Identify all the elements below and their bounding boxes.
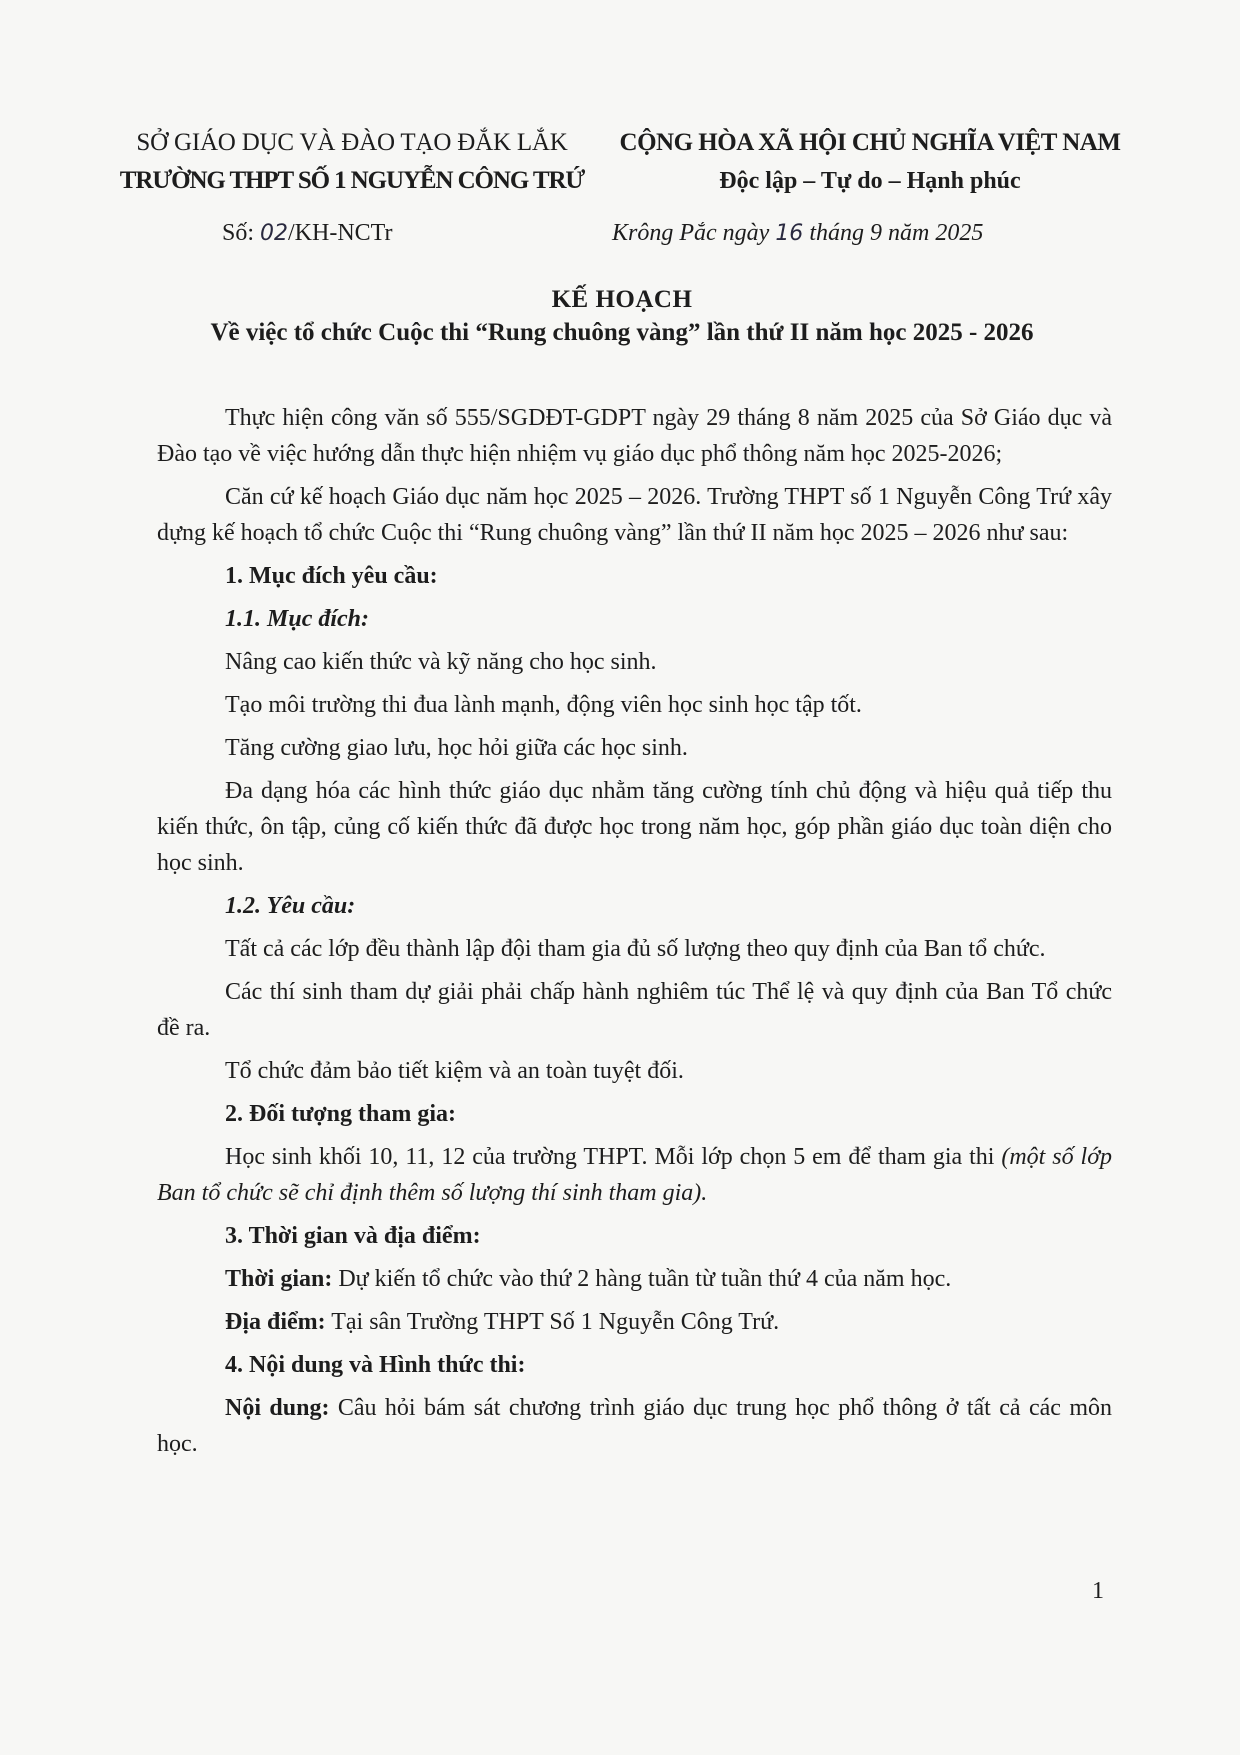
issuing-organization [92,124,612,200]
purpose-item-4: Đa dạng hóa các hình thức giáo dục nhằm tăng cường tính chủ động và hiệu quả tiếp thu kiến thức, ôn tập, củng cố kiến thức đã được học trong năm học, góp phần giáo dục toàn diện cho học sinh. [157,778,1112,876]
page-number: 1 [1092,1578,1104,1604]
purpose-item-1: Nâng cao kiến thức và kỹ năng cho học sinh. [225,649,657,675]
place-paragraph [157,1304,1112,1340]
time-label: Thời gian: [225,1266,333,1292]
place-text: Tại sân Trường THPT Số 1 Nguyễn Công Trứ. [325,1309,780,1335]
section-3-heading: 3. Thời gian và địa điểm: [225,1223,481,1249]
motto: Độc lập – Tự do – Hạnh phúc [719,168,1021,194]
content-paragraph [157,1390,1112,1462]
content-label: Nội dung: [225,1395,330,1421]
participants-paragraph [157,1139,1112,1211]
participants-note: (một số lớp Ban tổ chức sẽ chỉ định thêm số lượng thí sinh tham gia). [157,1144,1113,1206]
document-number-suffix: /KH-NCTr [288,220,393,246]
national-motto [600,124,1140,200]
requirement-item-2: Các thí sinh tham dự giải phải chấp hành nghiêm túc Thể lệ và quy định của Ban Tổ chức đề ra. [157,979,1112,1041]
time-text: Dự kiến tổ chức vào thứ 2 hàng tuần từ tuần thứ 4 của năm học. [332,1266,952,1292]
section-1-2-heading: 1.2. Yêu cầu: [225,893,356,919]
document-body [157,400,1112,1469]
purpose-item-2: Tạo môi trường thi đua lành mạnh, động viên học sinh học tập tốt. [225,692,862,718]
section-1-1-heading: 1.1. Mục đích: [225,606,369,632]
requirement-item-1: Tất cả các lớp đều thành lập đội tham gia đủ số lượng theo quy định của Ban tổ chức. [225,936,1046,962]
document-number [222,220,393,247]
country-name: CỘNG HÒA XÃ HỘI CHỦ NGHĨA VIỆT NAM [619,129,1121,156]
document-number-prefix: Số: [222,220,261,246]
purpose-item-3: Tăng cường giao lưu, học hỏi giữa các học sinh. [225,735,688,761]
requirement-item-3: Tổ chức đảm bảo tiết kiệm và an toàn tuyệt đối. [225,1058,684,1084]
handwritten-day: 16 [775,221,804,246]
paragraph-legal-basis-2: Căn cứ kế hoạch Giáo dục năm học 2025 – 2026. Trường THPT số 1 Nguyễn Công Trứ xây dựng kế hoạch tổ chức Cuộc thi “Rung chuông vàng” lần thứ II năm học 2025 – 2026 như sau: [157,484,1112,546]
section-1-heading: 1. Mục đích yêu cầu: [225,563,438,589]
paragraph-legal-basis-1: Thực hiện công văn số 555/SGDĐT-GDPT ngày 29 tháng 8 năm 2025 của Sở Giáo dục và Đào tạo về việc hướng dẫn thực hiện nhiệm vụ giáo dục phổ thông năm học 2025-2026; [157,405,1112,467]
handwritten-number: 02 [260,221,289,246]
section-4-heading: 4. Nội dung và Hình thức thi: [225,1352,526,1378]
document-date [612,220,983,247]
participants-text: Học sinh khối 10, 11, 12 của trường THPT. Mỗi lớp chọn 5 em để tham gia thi [225,1144,1002,1170]
content-text: Câu hỏi bám sát chương trình giáo dục trung học phổ thông ở tất cả các môn học. [157,1395,1112,1457]
place-label: Địa điểm: [225,1309,326,1335]
department-name: SỞ GIÁO DỤC VÀ ĐÀO TẠO ĐẮK LẮK [136,129,568,156]
section-2-heading: 2. Đối tượng tham gia: [225,1101,457,1127]
date-prefix: Krông Pắc ngày [612,220,776,246]
school-name: TRƯỜNG THPT SỐ 1 NGUYỄN CÔNG TRỨ [119,167,585,194]
time-paragraph [157,1261,1112,1297]
date-suffix: tháng 9 năm 2025 [803,220,984,246]
document-title: KẾ HOẠCH [551,286,693,313]
document-subtitle: Về việc tổ chức Cuộc thi “Rung chuông vàng” lần thứ II năm học 2025 - 2026 [210,319,1034,346]
